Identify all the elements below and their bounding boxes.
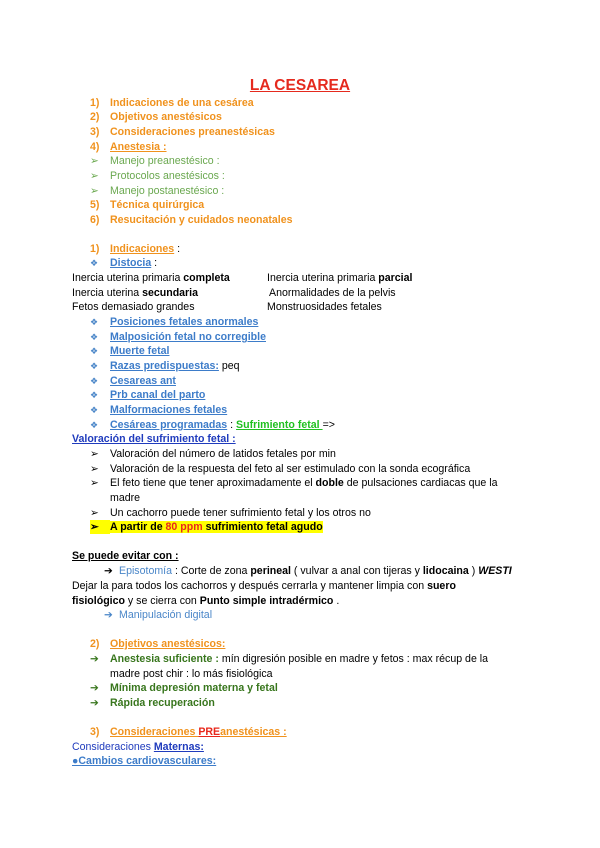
toc-number: 3) — [90, 126, 100, 138]
item-bold: Rápida recuperación — [110, 697, 215, 709]
grid-left-1 — [72, 271, 230, 285]
bullet-item — [90, 403, 227, 417]
item-text: El feto tiene que tener aproximadamente el — [110, 477, 316, 489]
toc-item-5 — [90, 198, 204, 212]
item-text: Valoración del número de latidos fetales por min — [110, 448, 336, 460]
grid-left-2 — [72, 286, 198, 300]
grid-bold: completa — [183, 272, 230, 284]
arrowhead-icon: ➢ — [90, 477, 99, 489]
highlight-item — [90, 520, 323, 534]
item-bold: suero — [427, 580, 456, 592]
valoracion-item-continued — [90, 491, 140, 505]
section-title-a: Consideraciones — [110, 726, 199, 738]
highlight-text: A partir de — [110, 521, 166, 533]
section-title-b: anestésicas : — [220, 726, 287, 738]
bullet-text: Prb canal del parto — [110, 389, 206, 401]
valoracion-item — [90, 506, 371, 520]
diamond-bullet-icon: ❖ — [90, 420, 99, 430]
bullet-item — [90, 359, 240, 373]
bullet-text: Razas predispuestas: — [110, 360, 219, 372]
evitar-line-3 — [72, 594, 339, 608]
diamond-bullet-icon: ❖ — [90, 332, 99, 342]
arrow-right-icon: ➔ — [104, 609, 113, 621]
item-text: : Corte de zona — [172, 565, 251, 577]
programadas-arrow: => — [322, 419, 335, 431]
diamond-bullet-icon: ❖ — [90, 361, 99, 371]
item-bold: perineal — [250, 565, 291, 577]
diamond-bullet-icon: ❖ — [90, 376, 99, 386]
distocia-label: Distocia — [110, 257, 152, 269]
item-text: ( vulvar a anal con tijeras y — [290, 565, 423, 577]
toc-text: Técnica quirúrgica — [110, 199, 205, 211]
bullet-text: Cesareas ant — [110, 375, 176, 387]
arrowhead-icon: ➢ — [90, 170, 99, 182]
highlight-ppm: 80 ppm — [165, 521, 203, 533]
section-title: Indicaciones — [110, 243, 175, 255]
toc-number: 5) — [90, 199, 100, 211]
diamond-bullet-icon: ❖ — [90, 346, 99, 356]
item-text: y se cierra con — [124, 595, 200, 607]
item-text: madre — [110, 492, 141, 504]
grid-bold: parcial — [378, 272, 413, 284]
grid-text: Inercia uterina primaria — [72, 272, 184, 284]
arrow-right-icon: ➔ — [90, 697, 99, 709]
toc-item-3 — [90, 125, 275, 139]
section-title: Objetivos anestésicos: — [110, 638, 226, 650]
item-bold: fisiológico — [72, 595, 125, 607]
toc-subitem-1 — [90, 154, 220, 168]
section-number: 2) — [90, 638, 100, 650]
arrowhead-icon: ➢ — [90, 448, 99, 460]
objetivo-item-continued — [90, 667, 273, 681]
arrow-right-icon: ➔ — [104, 565, 113, 577]
section-title-pre: PRE — [198, 726, 221, 738]
item-bold: Punto simple intradérmico — [199, 595, 334, 607]
grid-text: Monstruosidades fetales — [267, 301, 382, 313]
evitar-line-2 — [72, 579, 456, 593]
valoracion-item — [90, 462, 470, 476]
item-bold: doble — [315, 477, 344, 489]
toc-text: Objetivos anestésicos — [110, 111, 222, 123]
grid-left-3 — [72, 300, 195, 314]
item-text: Dejar la para todos los cachorros y después cerrarla y mantener limpia con — [72, 580, 428, 592]
item-bold: Anestesia suficiente : — [110, 653, 219, 665]
arrowhead-icon: ➢ — [90, 520, 110, 534]
arrowhead-icon: ➢ — [90, 507, 99, 519]
bullet-item — [90, 374, 176, 388]
grid-right-1 — [267, 271, 412, 285]
grid-text: Inercia uterina primaria — [267, 272, 379, 284]
item-text: mín digresión posible en madre y fetos : max récup de la — [218, 653, 489, 665]
section-number: 3) — [90, 726, 100, 738]
arrowhead-icon: ➢ — [90, 155, 99, 167]
programadas-label: Cesáreas programadas — [110, 419, 228, 431]
item-bold: lidocaina — [422, 565, 469, 577]
toc-item-2 — [90, 110, 222, 124]
item-bold-italic: WESTI — [478, 565, 512, 577]
arrow-right-icon: ➔ — [90, 682, 99, 694]
bullet-text: Posiciones fetales anormales — [110, 316, 259, 328]
bullet-item — [90, 315, 258, 329]
bullet-text: Malformaciones fetales — [110, 404, 228, 416]
grid-text: Anormalidades de la pelvis — [269, 287, 396, 299]
toc-item-4 — [90, 140, 167, 154]
item-bold: Mínima depresión materna y fetal — [110, 682, 278, 694]
toc-item-6 — [90, 213, 293, 227]
grid-bold: secundaria — [142, 287, 199, 299]
item-post: de pulsaciones cardiacas que la — [343, 477, 498, 489]
maternas-prefix: Consideraciones — [72, 741, 154, 753]
item-text: . — [333, 595, 340, 607]
bullet-item — [90, 330, 266, 344]
evitar-heading: Se puede evitar con : — [72, 550, 179, 562]
section-3-heading — [90, 725, 287, 739]
diamond-bullet-icon: ❖ — [90, 405, 99, 415]
valoracion-item — [90, 447, 336, 461]
toc-number: 4) — [90, 141, 100, 153]
arrowhead-icon: ➢ — [90, 185, 99, 197]
toc-subitem-3 — [90, 184, 224, 198]
section-number: 1) — [90, 243, 100, 255]
cambios-heading: ●Cambios cardiovasculares: — [72, 755, 217, 767]
item-text: madre post chir : lo más fisiológica — [110, 668, 273, 680]
toc-text: Anestesia : — [110, 141, 167, 153]
bullet-suffix: peq — [218, 360, 240, 372]
objetivo-item — [90, 696, 215, 710]
toc-text: Indicaciones de una cesárea — [110, 97, 254, 109]
toc-number: 6) — [90, 214, 100, 226]
maternas-line — [72, 740, 204, 754]
diamond-bullet-icon: ❖ — [90, 258, 99, 268]
diamond-bullet-icon: ❖ — [90, 317, 99, 327]
distocia-suffix: : — [151, 257, 158, 269]
item-text: Valoración de la respuesta del feto al ser estimulado con la sonda ecográfica — [110, 463, 471, 475]
bullet-text: Malposición fetal no corregible — [110, 331, 266, 343]
objetivo-item — [90, 652, 488, 666]
bullet-item — [90, 388, 205, 402]
grid-right-3 — [267, 300, 382, 314]
page-title: LA CESAREA — [249, 77, 351, 94]
episiotomia-item — [104, 564, 512, 578]
toc-text: Protocolos anestésicos : — [110, 170, 225, 182]
distocia-item — [90, 256, 157, 270]
toc-number: 2) — [90, 111, 100, 123]
item-text: Un cachorro puede tener sufrimiento fetal y los otros no — [110, 507, 371, 519]
bullet-item — [90, 344, 169, 358]
programadas-item — [90, 418, 335, 432]
bullet-text: Muerte fetal — [110, 345, 170, 357]
programadas-sep: : — [227, 419, 237, 431]
toc-item-1 — [90, 96, 254, 110]
grid-text: Inercia uterina — [72, 287, 143, 299]
maternas-label: Maternas: — [153, 741, 204, 753]
section-1-heading — [90, 242, 180, 256]
toc-subitem-2 — [90, 169, 225, 183]
item-text: ) — [468, 565, 479, 577]
section-2-heading — [90, 637, 225, 651]
diamond-bullet-icon: ❖ — [90, 390, 99, 400]
arrow-right-icon: ➔ — [90, 653, 99, 665]
sufrimiento-link: Sufrimiento fetal — [236, 419, 323, 431]
valoracion-item — [90, 476, 498, 490]
grid-right-2 — [269, 286, 396, 300]
arrowhead-icon: ➢ — [90, 463, 99, 475]
objetivo-item — [90, 681, 278, 695]
heading-suffix: : — [174, 243, 181, 255]
valoracion-heading: Valoración del sufrimiento fetal : — [72, 433, 236, 445]
item-text: Manipulación digital — [119, 609, 213, 621]
grid-text: Fetos demasiado grandes — [72, 301, 195, 313]
toc-text: Manejo postanestésico : — [110, 185, 225, 197]
manipulacion-item — [104, 608, 212, 622]
toc-text: Consideraciones preanestésicas — [110, 126, 275, 138]
episiotomia-label: Episotomía — [119, 565, 172, 577]
toc-text: Manejo preanestésico : — [110, 155, 220, 167]
highlight-post: sufrimiento fetal agudo — [202, 521, 323, 533]
toc-number: 1) — [90, 97, 100, 109]
toc-text: Resucitación y cuidados neonatales — [110, 214, 293, 226]
